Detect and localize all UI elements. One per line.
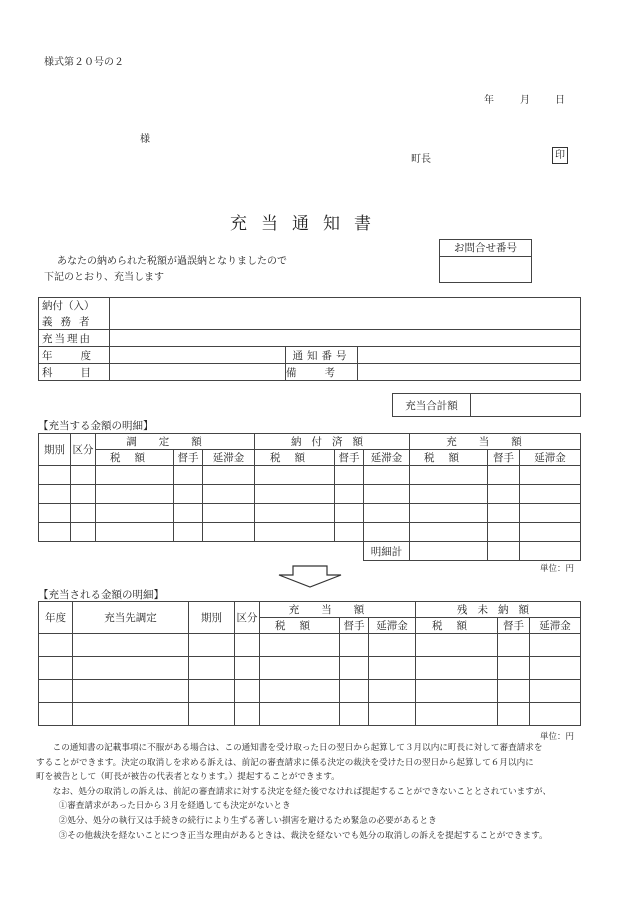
s2-group-applied: 充当額: [260, 602, 416, 618]
mayor-label: 町長: [411, 154, 431, 165]
s2-col-period: 期別: [189, 602, 235, 634]
note-line: なお、処分の取消しの訴えは、前記の審査請求に対する決定を経た後でなければ提起することができないこととされていますが、: [44, 786, 552, 797]
s2-sub-tax-2: 税額: [416, 618, 498, 634]
table-row: [39, 703, 581, 726]
s2-col-year: 年度: [39, 602, 73, 634]
reason-value: [110, 330, 581, 347]
section1-table: [38, 433, 581, 561]
s1-sub-late-3: 延滞金: [520, 450, 581, 466]
s1-sub-tax-2: 税額: [255, 450, 335, 466]
table-row: [39, 523, 581, 542]
s1-subtotal-fee: [488, 542, 520, 561]
intro-line-1: あなたの納められた税額が過誤納となりましたので: [57, 256, 287, 267]
s2-sub-late-2: 延滞金: [530, 618, 581, 634]
s1-sub-fee-2: 督手: [335, 450, 364, 466]
addressee-suffix: 様: [140, 134, 150, 145]
date-month-label: 月: [520, 95, 530, 106]
s2-unit: 単位：円: [540, 732, 575, 742]
s1-sub-fee-3: 督手: [488, 450, 520, 466]
section2-heading: 【充当される金額の明細】: [38, 589, 164, 601]
inquiry-number-box: [439, 239, 532, 283]
s2-sub-late-1: 延滞金: [369, 618, 416, 634]
s2-col-kubun: 区分: [235, 602, 260, 634]
seal-stamp: 印: [552, 147, 568, 164]
item-value: [110, 364, 286, 381]
section2-table: [38, 601, 581, 726]
note-line: ①審査請求があった日から３月を経過しても決定がないとき: [50, 801, 291, 812]
down-arrow-icon: [277, 565, 343, 589]
s1-group-applied: 充当額: [410, 434, 581, 450]
item-label: 科目: [39, 364, 110, 381]
year-value: [110, 347, 286, 364]
note-line: ③その他裁決を経ないことにつき正当な理由があるときは、裁決を経ないでも処分の取消しの訴えを提起することができます。: [50, 830, 548, 841]
s1-sub-fee-1: 督手: [174, 450, 203, 466]
s2-sub-tax-1: 税額: [260, 618, 340, 634]
s2-sub-fee-2: 督手: [498, 618, 530, 634]
page-title: 充当通知書: [230, 214, 385, 234]
remarks-value: [358, 364, 581, 381]
s1-group-assessed: 調定額: [96, 434, 255, 450]
s1-subtotal-tax: [410, 542, 488, 561]
info-table: [38, 297, 581, 381]
s2-group-unpaid: 残未納額: [416, 602, 581, 618]
reason-label: 充当理由: [39, 330, 110, 347]
section1-heading: 【充当する金額の明細】: [38, 420, 154, 432]
s2-col-target: 充当先調定: [73, 602, 189, 634]
s1-col-period: 期別: [39, 434, 71, 466]
inquiry-label: お問合せ番号: [440, 240, 531, 257]
s1-subtotal-late: [520, 542, 581, 561]
notice-number-label: 通知番号: [286, 347, 358, 364]
notice-number-value: [358, 347, 581, 364]
remarks-label: 備考: [286, 364, 358, 381]
total-label: 充当合計額: [393, 394, 471, 417]
s1-sub-late-2: 延滞金: [364, 450, 410, 466]
note-line: することができます。決定の取消しを求める訴えは、前記の審査請求に係る決定の裁決を受けた日の翌日から起算して６月以内に: [36, 757, 534, 768]
table-row: [39, 466, 581, 485]
total-value: [471, 394, 581, 417]
taxpayer-value: [110, 298, 581, 330]
s1-col-kubun: 区分: [71, 434, 96, 466]
note-line: ②処分、処分の執行又は手続きの続行により生ずる著しい損害を避けるため緊急の必要があるとき: [50, 815, 437, 826]
year-label: 年度: [39, 347, 110, 364]
table-row: [39, 657, 581, 680]
taxpayer-label-1: 納付（入）: [39, 298, 110, 314]
notes-block: [36, 741, 584, 843]
table-row: [39, 680, 581, 703]
s1-sub-tax-1: 税額: [96, 450, 174, 466]
total-table: [392, 393, 581, 417]
s1-subtotal-label: 明細計: [364, 542, 410, 561]
s2-sub-fee-1: 督手: [340, 618, 369, 634]
s1-group-paid: 納付済額: [255, 434, 410, 450]
date-year-label: 年: [484, 95, 494, 106]
table-row: [39, 485, 581, 504]
note-line: 町を被告として（町長が被告の代表者となります。）提起することができます。: [36, 772, 340, 783]
date-day-label: 日: [555, 95, 565, 106]
table-row: [39, 504, 581, 523]
table-row: [39, 634, 581, 657]
taxpayer-label-2: 義務者: [39, 313, 110, 330]
s1-unit: 単位：円: [540, 564, 575, 574]
note-line: この通知書の記載事項に不服がある場合は、この通知書を受け取った日の翌日から起算して３月以内に町長に対して審査請求を: [44, 743, 543, 753]
s1-sub-late-1: 延滞金: [203, 450, 255, 466]
form-number: 様式第２０号の２: [44, 57, 124, 68]
s1-sub-tax-3: 税額: [410, 450, 488, 466]
intro-line-2: 下記のとおり、充当します: [44, 272, 164, 283]
